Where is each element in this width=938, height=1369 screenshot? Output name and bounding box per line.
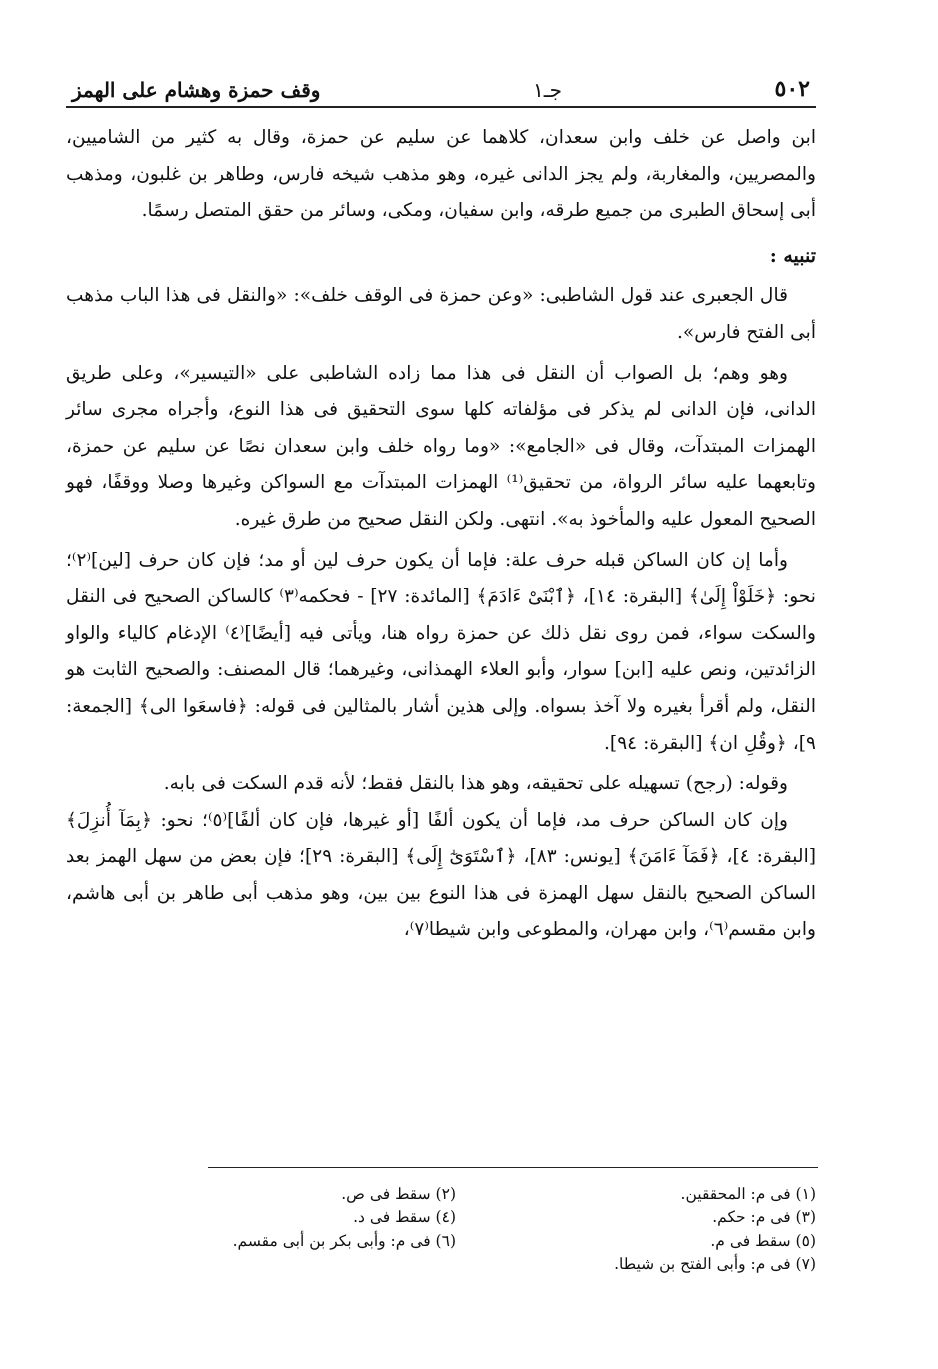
volume-label: جـ١ bbox=[533, 78, 562, 102]
paragraph: وهو وهم؛ بل الصواب أن النقل فى هذا مما زاده الشاطبى على «التيسير»، وعلى طريق الدانى، فإن الدانى لم يذكر فى مؤلفاته كلها سوى التحقيق فى هذا النوع، وأجراه مجرى سائر الهمزات المبتدآت، وقال فى «الجامع»: «وما رواه خلف وابن سعدان نصًا عن سليم عن حمزة، وتابعهما عليه سائر الرواة، من تحقيق⁽¹⁾ الهمزات المبتدآت مع السواكن وغيرها وصلا ووقفًا، فهو الصحيح المعول عليه والمأخوذ به». انتهى. ولكن النقل صحيح من طرق غيره. bbox=[66, 362, 816, 530]
paragraph: ابن واصل عن خلف وابن سعدان، كلاهما عن سليم عن حمزة، وقال به كثير من الشاميين، والمصريين، والمغاربة، ولم يجز الدانى غيره، وهو مذهب شيخه فارس، وطاهر بن غلبون، ومذهب أبى إسحاق الطبرى من جميع طرقه، وابن سفيان، ومكى، وسائر من حقق المتصل رسمًا. bbox=[66, 127, 816, 222]
paragraph: وقوله: (رجح) تسهيله على تحقيقه، وهو هذا بالنقل فقط؛ لأنه قدم السكت فى بابه. bbox=[163, 773, 788, 795]
paragraph: وإن كان الساكن حرف مد، فإما أن يكون ألفًا [أو غيرها، فإن كان ألفًا]⁽٥⁾؛ نحو: ﴿بِمَآ أُنزِلَ﴾ [البقرة: ٤]، ﴿فَمَآ ءَامَنَ﴾ [يونس: ٨٣]، ﴿ٱسْتَوَىٰٓ إِلَى﴾ [البقرة: ٢٩]؛ فإن بعض من سهل الهمز بعد الساكن الصحيح بالنقل سهل الهمزة فى هذا النوع بين بين، وهو مذهب أبى طاهر بن أبى هاشم، وابن مقسم⁽٦⁾، وابن مهران، والمطوعى وابن شيطا⁽٧⁾، bbox=[66, 809, 816, 941]
running-header bbox=[66, 58, 816, 108]
footnote: (٢) سقط فى ص. bbox=[341, 1185, 456, 1203]
paragraph: وأما إن كان الساكن قبله حرف علة: فإما أن يكون حرف لين أو مد؛ فإن كان حرف [لين]⁽٢⁾؛ نحو: ﴿خَلَوْاْ إِلَىٰ﴾ [البقرة: ١٤]، ﴿ٱبْنَىْ ءَادَمَ﴾ [المائدة: ٢٧] - فحكمه⁽٣⁾ كالساكن الصحيح فى النقل والسكت سواء، فمن روى نقل ذلك عن حمزة رواه هنا، ويأتى فيه [أيضًا]⁽٤⁾ الإدغام كالياء والواو الزائدتين، ونص عليه [ابن] سوار، وأبو العلاء الهمذانى، وغيرهما؛ قال المصنف: والصحيح الثابت هو النقل، ولم أقرأ بغيره ولا آخذ بسواه. وإلى هذين أشار بالمثالين فى قوله: ﴿فاسعَوا الى﴾ [الجمعة: ٩]، ﴿وقُلِ ان﴾ [البقرة: ٩٤]. bbox=[66, 549, 816, 754]
running-title: وقف حمزة وهشام على الهمز bbox=[72, 78, 321, 102]
footnote: (٤) سقط فى د. bbox=[353, 1208, 456, 1227]
section-heading: تنبيه : bbox=[769, 244, 816, 267]
footnote: (٣) فى م: حكم. bbox=[712, 1208, 816, 1227]
footnotes bbox=[196, 1183, 816, 1277]
page-number: ٥٠٢ bbox=[774, 76, 810, 102]
paragraph: قال الجعبرى عند قول الشاطبى: «وعن حمزة فى الوقف خلف»: «والنقل فى هذا الباب مذهب أبى الفتح فارس». bbox=[66, 285, 816, 343]
footnote: (٧) فى م: وأبى الفتح بن شيطا. bbox=[614, 1255, 816, 1274]
footnote: (٥) سقط فى م. bbox=[710, 1231, 816, 1250]
footnote-divider bbox=[208, 1167, 818, 1168]
footnote: (٦) فى م: وأبى بكر بن أبى مقسم. bbox=[232, 1231, 456, 1250]
main-text bbox=[66, 120, 816, 949]
book-page bbox=[66, 58, 816, 949]
footnote: (١) فى م: المحققين. bbox=[680, 1185, 816, 1203]
